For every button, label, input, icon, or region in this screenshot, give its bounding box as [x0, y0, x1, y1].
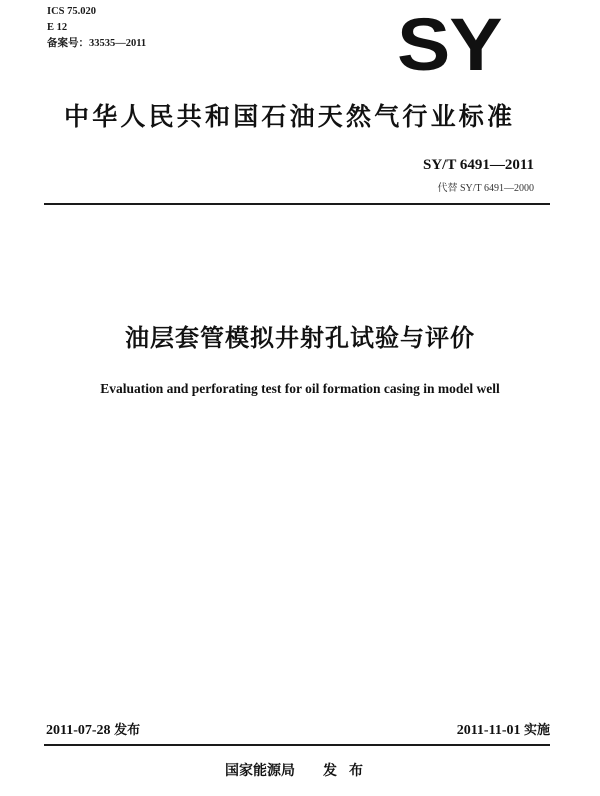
issue-label: 发布	[323, 763, 375, 779]
issuer-name: 国家能源局	[225, 763, 295, 779]
publish-date-line	[46, 719, 140, 739]
sy-logo: SY	[397, 3, 502, 86]
classification-code: E 12	[47, 22, 68, 33]
ics-code: ICS 75.020	[47, 6, 97, 17]
document-title-cn: 油层套管模拟井射孔试验与评价	[125, 324, 475, 352]
replaces-standard: 代替 SY/T 6491—2000	[437, 183, 534, 194]
standard-number: SY/T 6491—2011	[423, 157, 534, 173]
implement-label: 实施	[523, 723, 550, 738]
industry-standard-title: 中华人民共和国石油天然气行业标准	[64, 102, 516, 131]
document-title-en: Evaluation and perforating test for oil formation casing in model well	[100, 381, 500, 396]
implement-date-line	[457, 719, 550, 739]
header-divider	[44, 203, 550, 205]
footer-divider	[44, 744, 550, 746]
issuer-line	[0, 760, 600, 780]
publish-date: 2011-07-28	[46, 723, 111, 738]
publish-label: 发布	[114, 723, 141, 738]
implement-date: 2011-11-01	[456, 723, 521, 738]
record-number: 备案号：33535—2011	[47, 38, 147, 49]
